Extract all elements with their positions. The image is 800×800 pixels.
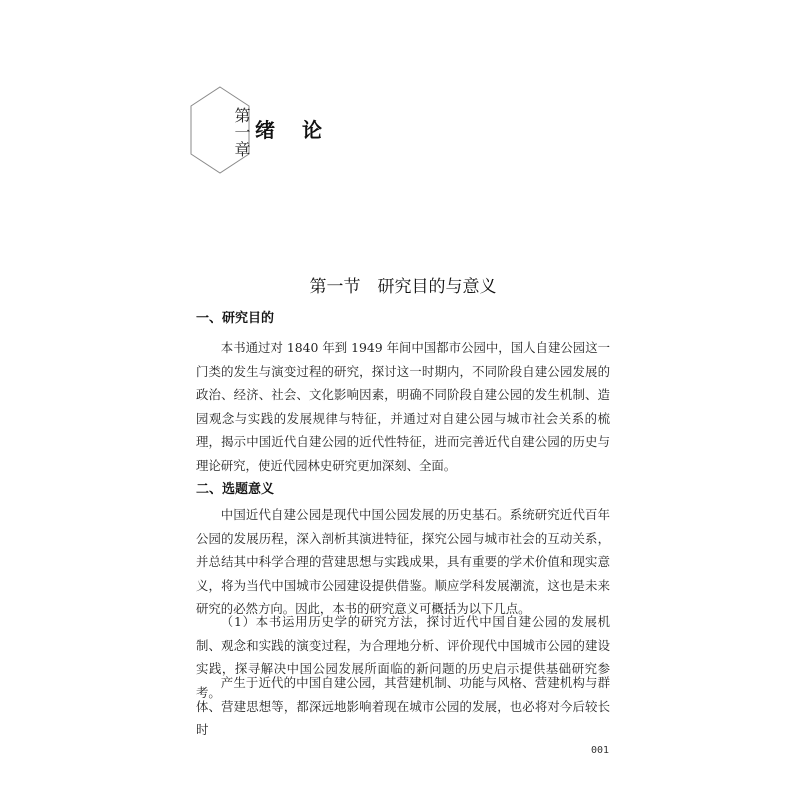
paragraph-research-purpose: 本书通过对 1840 年到 1949 年间中国都市公园中，国人自建公园这一门类的发生与演变过程的研究，探讨这一时期内，不同阶段自建公园发展的政治、经济、社会、文化影响因素，明确不同阶段自建公园的发生机制、造园观念与实践的发展规律与特征，并通过对自建公园与城市社会关系的梳理，揭示中国近代自建公园的近代性特征，进而完善近代自建公园的历史与理论研究，使近代园林史研究更加深刻、全面。	[196, 340, 610, 473]
heading-research-purpose: 一、研究目的	[196, 311, 275, 326]
heading-topic-significance: 二、选题意义	[196, 482, 275, 497]
chapter-title: 绪 论	[255, 118, 332, 142]
section-title: 第一节 研究目的与意义	[309, 277, 497, 297]
chapter-hexagon-badge	[190, 86, 250, 174]
chapter-label: 第一章	[232, 106, 251, 158]
page-number: 001	[591, 745, 610, 756]
paragraph-significance-point-1: （1）本书运用历史学的研究方法，探讨近代中国自建公园的发展机制、观念和实践的演变过程，为合理地分析、评价现代中国城市公园的建设实践，探寻解决中国公园发展所面临的新问题的历史启示提供基础研究参考。	[196, 614, 610, 700]
paragraph-significance-continued: 产生于近代的中国自建公园，其营建机制、功能与风格、营建机构与群体、营建思想等，都深远地影响着现在城市公园的发展，也必将对今后较长时	[196, 675, 610, 738]
paragraph-significance-intro: 中国近代自建公园是现代中国公园发展的历史基石。系统研究近代百年公园的发展历程，深入剖析其演进特征，探究公园与城市社会的互动关系，并总结其中科学合理的营建思想与实践成果，具有重要的学术价值和现实意义，将为当代中国城市公园建设提供借鉴。顺应学科发展潮流，这也是未来研究的必然方向。因此，本书的研究意义可概括为以下几点。	[196, 507, 610, 617]
